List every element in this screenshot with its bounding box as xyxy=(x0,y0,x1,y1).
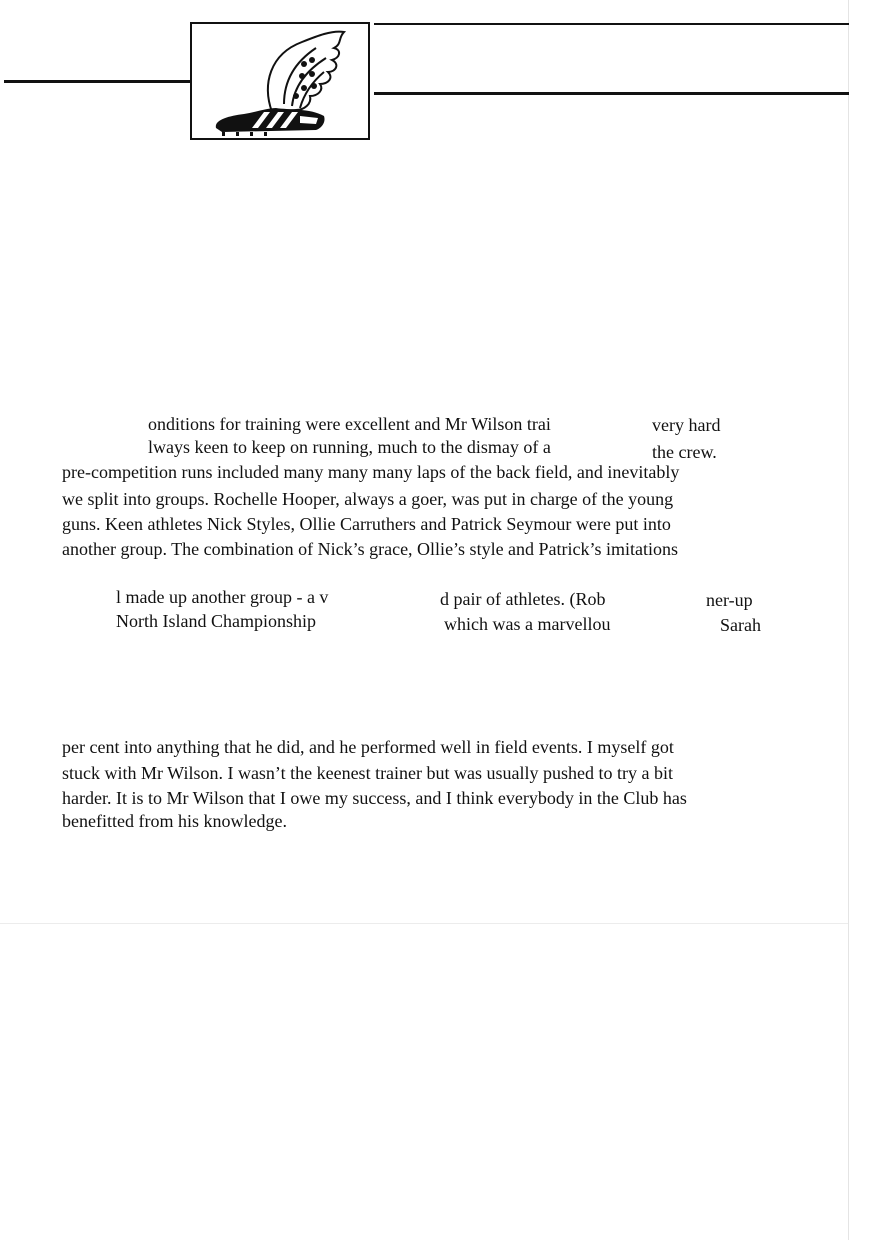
text-line: ner-up xyxy=(706,590,753,610)
text-line: which was a marvellou xyxy=(444,614,611,634)
faint-divider xyxy=(0,923,848,924)
text-line: stuck with Mr Wilson. I wasn’t the keenest trainer but was usually pushed to try a bit xyxy=(62,763,674,783)
header-logo xyxy=(190,22,370,140)
text-line: lways keen to keep on running, much to the dismay of a xyxy=(148,437,551,457)
text-line: very hard xyxy=(652,415,721,435)
text-line: benefitted from his knowledge. xyxy=(62,811,287,831)
text-line: the crew. xyxy=(652,442,717,462)
text-line: l made up another group - a v xyxy=(116,587,329,607)
text-line: per cent into anything that he did, and he performed well in field events. I myself got xyxy=(62,737,674,757)
text-line: harder. It is to Mr Wilson that I owe my success, and I think everybody in the Club has xyxy=(62,788,687,808)
page-edge xyxy=(848,0,849,1240)
text-line: guns. Keen athletes Nick Styles, Ollie Carruthers and Patrick Seymour were put into xyxy=(62,514,671,534)
text-line: pre-competition runs included many many many laps of the back field, and inevitably xyxy=(62,462,680,482)
header-rule-left xyxy=(4,80,192,83)
text-line: North Island Championship xyxy=(116,611,316,631)
text-line: Sarah xyxy=(720,615,761,635)
text-line: d pair of athletes. (Rob xyxy=(440,589,606,609)
text-line: we split into groups. Rochelle Hooper, always a goer, was put in charge of the young xyxy=(62,489,674,509)
text-line: onditions for training were excellent and Mr Wilson trai xyxy=(148,414,551,434)
header-rule-right-bottom xyxy=(374,92,849,95)
header-rule-right-top xyxy=(374,23,849,25)
winged-shoe-icon xyxy=(192,24,368,138)
text-line: another group. The combination of Nick’s grace, Ollie’s style and Patrick’s imitations xyxy=(62,539,679,559)
